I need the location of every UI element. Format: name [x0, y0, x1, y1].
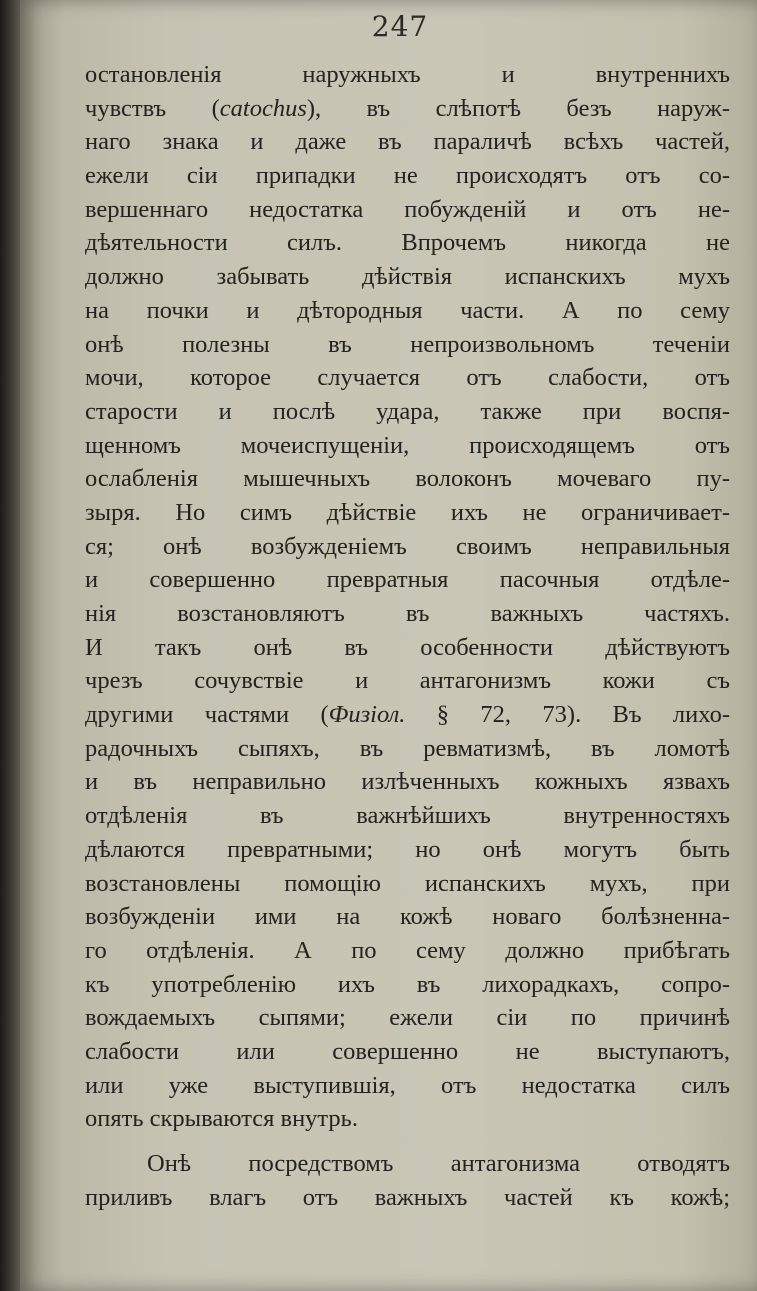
text-line [85, 193, 730, 227]
paragraph-gap [85, 1136, 730, 1147]
text-span: ослабленія мышечныхъ волоконъ мочеваго пу- [85, 465, 730, 493]
text-line [85, 530, 730, 564]
text-span: на почки и дѣтородныя части. А по сему [85, 296, 730, 324]
text-span: и совершенно превратныя пасочныя отдѣле- [85, 566, 730, 594]
italic-term: Физіол. [328, 701, 406, 729]
text-line [85, 833, 730, 867]
text-span: другими частями ( [85, 701, 329, 729]
text-line [85, 361, 730, 395]
text-span: вождаемыхъ сыпями; ежели сіи по причинѣ [85, 1004, 730, 1032]
text-span: ежели сіи припадки не происходятъ отъ со- [85, 162, 730, 190]
text-span: радочныхъ сыпяхъ, въ ревматизмѣ, въ ломотѣ [85, 734, 730, 762]
text-span: и въ неправильно излѣченныхъ кожныхъ язвахъ [85, 768, 730, 796]
text-line [85, 664, 730, 698]
text-line [85, 125, 730, 159]
text-line [85, 1102, 730, 1136]
text-line [85, 631, 730, 665]
text-span: нія возстановляютъ въ важныхъ частяхъ. [85, 600, 730, 627]
text-span: слабости или совершенно не выступаютъ, [85, 1037, 730, 1065]
text-span: ся; онѣ возбужденіемъ своимъ неправильныя [85, 532, 730, 560]
text-span: вершеннаго недостатка побужденій и отъ не- [85, 195, 730, 223]
text-span: щенномъ мочеиспущеніи, происходящемъ отъ [85, 431, 730, 459]
text-line [85, 698, 730, 732]
text-line [85, 900, 730, 934]
text-span: наго знака и даже въ параличѣ всѣхъ частей, [85, 128, 730, 156]
text-line [85, 765, 730, 799]
text-line [85, 429, 730, 463]
text-span: дѣлаются превратными; но онѣ могутъ быть [85, 835, 730, 863]
text-line [85, 867, 730, 901]
paragraph-2 [85, 1147, 730, 1214]
text-line [85, 462, 730, 496]
text-span: чрезъ сочувствіе и антагонизмъ кожи съ [85, 667, 730, 695]
text-line: приливъ влагъ отъ важныхъ частей къ кожѣ; [85, 1183, 730, 1211]
text-span: отдѣленія въ важнѣйшихъ внутренностяхъ [85, 802, 730, 830]
text-line [85, 968, 730, 1002]
text-span: онѣ полезны въ непроизвольномъ теченіи [85, 330, 730, 358]
text-line [85, 226, 730, 260]
text-line [85, 732, 730, 766]
text-line [85, 159, 730, 193]
text-line [85, 496, 730, 530]
text-span: опять скрываются внутрь. [85, 1105, 358, 1133]
paragraph-1 [85, 58, 730, 1136]
text-span: должно забывать дѣйствія испанскихъ мухъ [85, 263, 730, 291]
text-span: возстановлены помощію испанскихъ мухъ, при [85, 869, 730, 897]
text-span: го отдѣленія. А по сему должно прибѣгать [85, 936, 730, 964]
text-line [85, 1035, 730, 1069]
text-span: И такъ онѣ въ особенности дѣйствуютъ [85, 633, 730, 661]
text-line [85, 799, 730, 833]
text-line [85, 597, 730, 631]
text-line [85, 294, 730, 328]
text-line [85, 58, 730, 92]
text-line [85, 1001, 730, 1035]
text-span: къ употребленію ихъ въ лихорадкахъ, сопро- [85, 970, 730, 998]
text-line [85, 260, 730, 294]
text-span: или уже выступившія, отъ недостатка силъ [85, 1071, 730, 1099]
book-page [20, 0, 757, 1291]
italic-term: catochus [219, 94, 307, 122]
text-span: дѣятельности силъ. Впрочемъ никогда не [85, 229, 730, 257]
text-span: зыря. Но симъ дѣйствіе ихъ не ограничивает- [85, 498, 730, 526]
text-span: § 72, 73). Въ лихо- [405, 701, 730, 729]
body-text [85, 58, 730, 1214]
text-span: возбужденіи ими на кожѣ новаго болѣзненна- [85, 903, 730, 931]
text-span: ), въ слѣпотѣ безъ наруж- [306, 94, 730, 122]
text-span: чувствъ ( [85, 94, 220, 122]
text-line [85, 328, 730, 362]
text-line [85, 1069, 730, 1103]
text-line: Онѣ посредствомъ антагонизма отводятъ [147, 1150, 730, 1177]
text-line [85, 563, 730, 597]
page-number: 247 [371, 10, 429, 43]
text-line [85, 92, 730, 126]
text-line [85, 934, 730, 968]
text-span: остановленія наружныхъ и внутреннихъ [85, 61, 730, 88]
text-line [85, 395, 730, 429]
text-span: мочи, которое случается отъ слабости, отъ [85, 364, 730, 392]
text-span: старости и послѣ удара, также при воспя- [85, 397, 730, 425]
